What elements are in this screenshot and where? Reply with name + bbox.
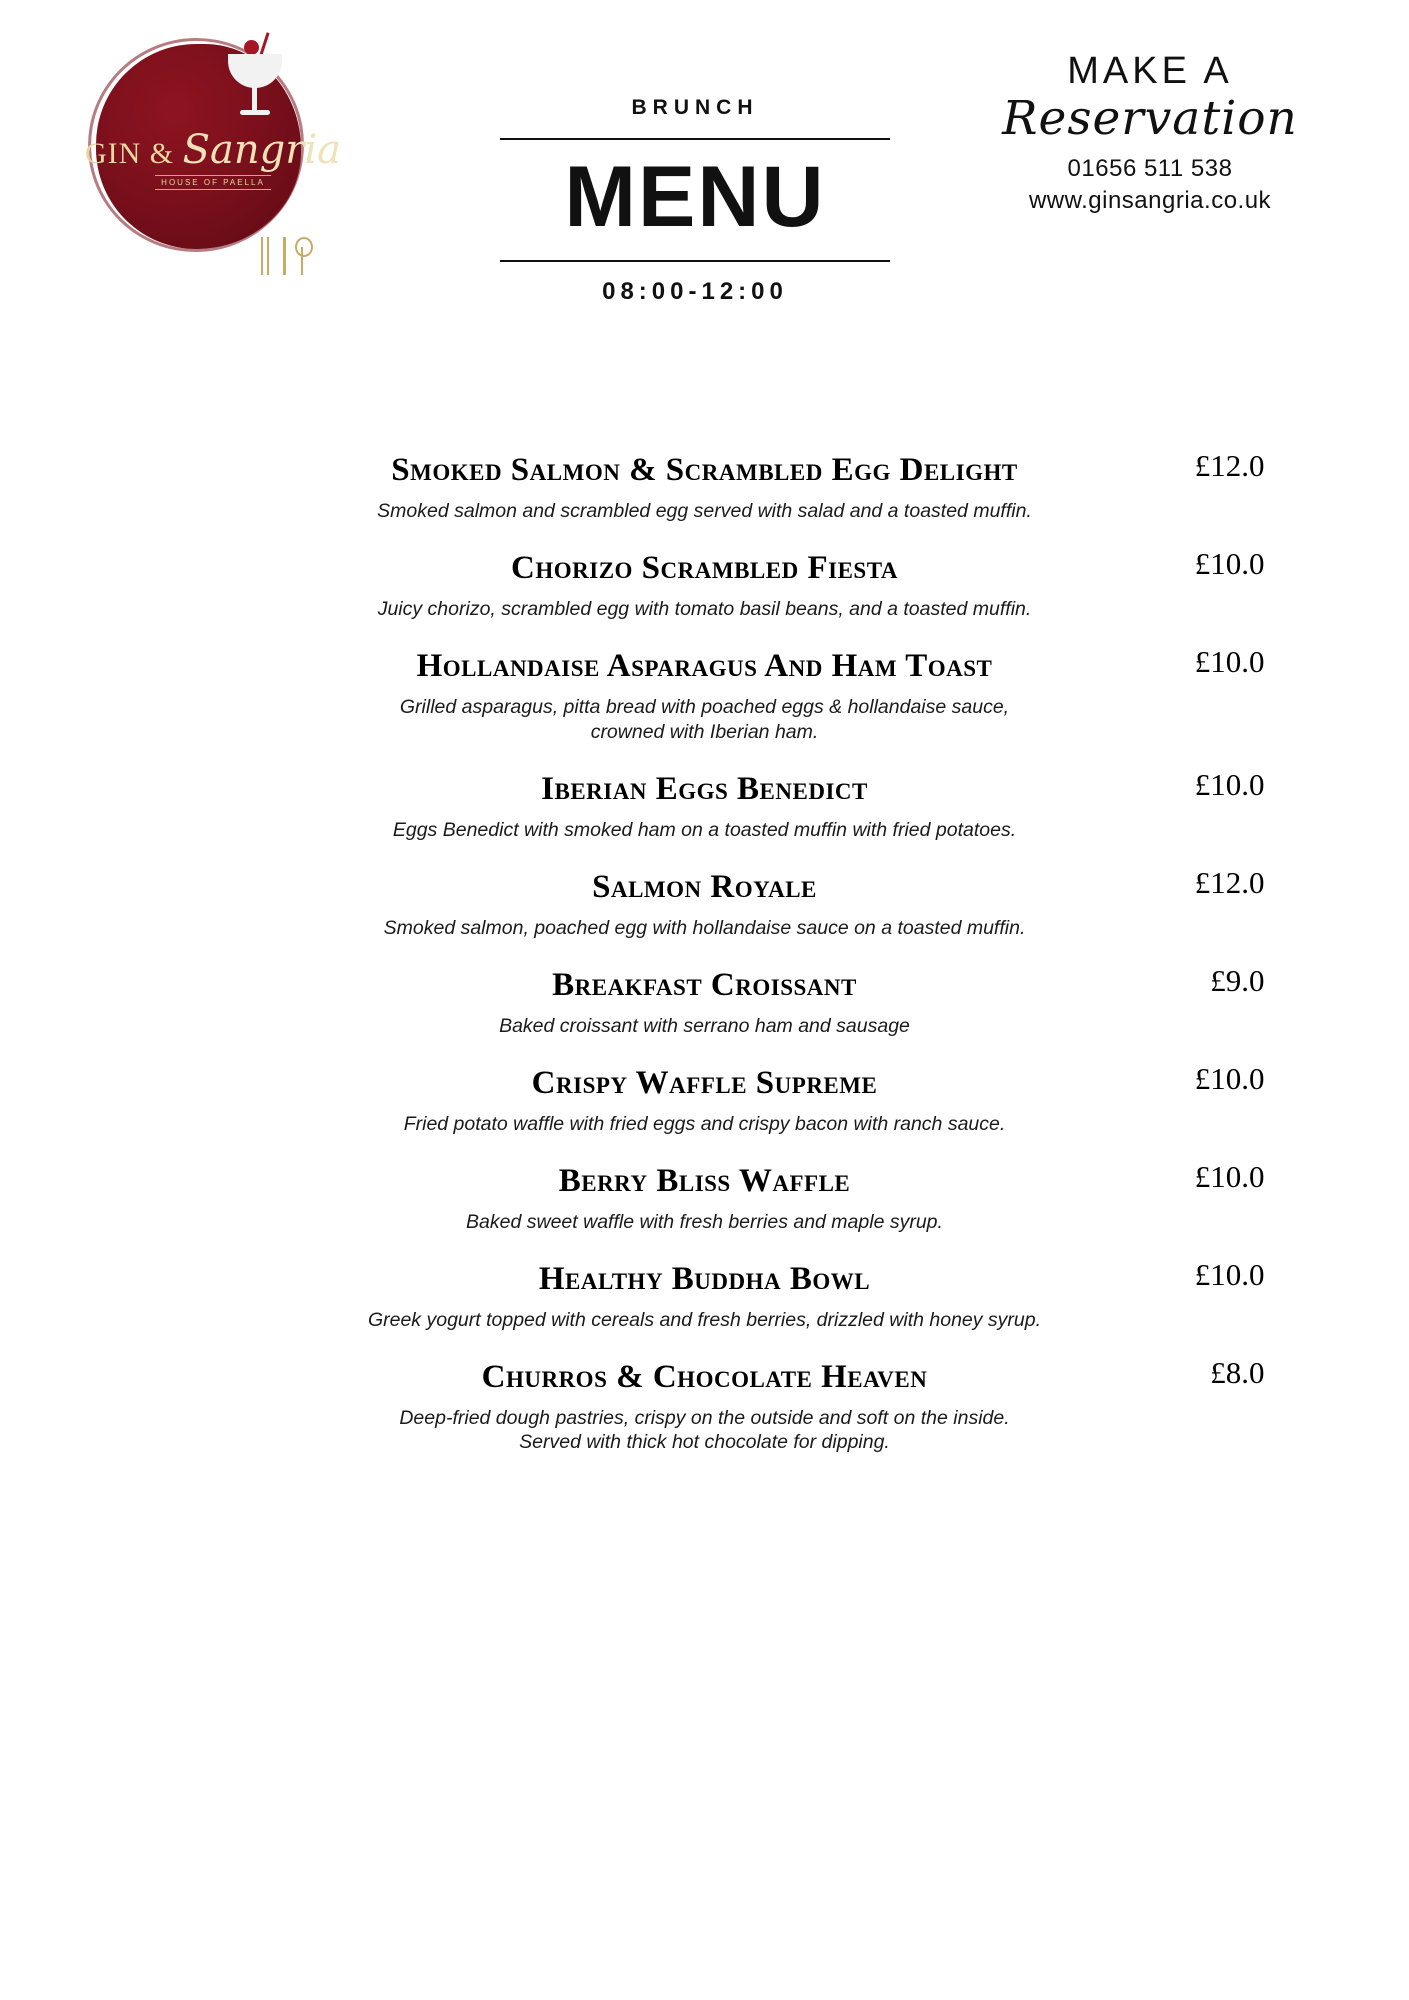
menu-item-price: £12.0 (1194, 448, 1265, 483)
menu-item (145, 1158, 1265, 1235)
menu-item-head (145, 962, 1265, 1004)
menu-item (145, 643, 1265, 745)
menu-items-list (145, 448, 1265, 1455)
menu-item (145, 545, 1265, 622)
serving-hours: 08:00-12:00 (602, 278, 788, 306)
menu-item-description: Juicy chorizo, scrambled egg with tomato basil beans, and a toasted muffin. (377, 597, 1032, 620)
menu-item-name: Berry Bliss Waffle (558, 1162, 851, 1199)
menu-item-name: Salmon Royale (592, 868, 817, 905)
menu-item-price: £10.0 (1194, 766, 1265, 802)
menu-item-description: Smoked salmon and scrambled egg served with salad and a toasted muffin. (377, 500, 1032, 522)
menu-item-description: Fried potato waffle with fried eggs and crispy bacon with ranch sauce. (403, 1112, 1006, 1135)
menu-item-name: Crispy Waffle Supreme (531, 1064, 878, 1101)
cutlery-icon (253, 237, 343, 277)
menu-item-name: Healthy Buddha Bowl (538, 1260, 871, 1297)
menu-item (145, 962, 1265, 1039)
menu-header (0, 0, 1409, 390)
logo-name-script: Sangria (182, 127, 342, 173)
menu-item-head (145, 766, 1265, 808)
menu-item-head (145, 448, 1265, 489)
reservation-line-1: MAKE A (1067, 50, 1233, 92)
menu-item (145, 448, 1265, 524)
menu-item-name: Hollandaise Asparagus And Ham Toast (416, 647, 993, 684)
website-link[interactable]: www.ginsangria.co.uk (1028, 187, 1272, 215)
title-divider-top (500, 138, 890, 140)
menu-item-name: Churros & Chocolate Heaven (481, 1358, 928, 1395)
logo-wordmark (68, 127, 358, 190)
page-title: MENU (564, 149, 826, 245)
title-divider-bottom (500, 260, 890, 262)
menu-item-description: Baked croissant with serrano ham and sausage (499, 1014, 910, 1037)
menu-item-price: £10.0 (1194, 1158, 1265, 1194)
menu-item (145, 1354, 1265, 1456)
menu-item-name: Chorizo Scrambled Fiesta (511, 549, 898, 586)
menu-item (145, 1060, 1265, 1137)
reservation-block (960, 52, 1340, 215)
menu-item-head (145, 643, 1265, 685)
menu-item-head (145, 1158, 1265, 1200)
phone-number[interactable]: 01656 511 538 (1067, 155, 1233, 183)
menu-item-head (145, 1354, 1265, 1396)
title-block (500, 96, 890, 306)
menu-item-description: Greek yogurt topped with cereals and fresh berries, drizzled with honey syrup. (367, 1308, 1042, 1331)
menu-item-name: Iberian Eggs Benedict (541, 770, 868, 807)
menu-item-price: £10.0 (1194, 1256, 1265, 1292)
menu-item-description: Deep-fried dough pastries, crispy on the outside and soft on the inside. Served with thick hot chocolate for dipping. (399, 1406, 1010, 1454)
menu-item-price: £10.0 (1194, 545, 1265, 581)
menu-item-description: Grilled asparagus, pitta bread with poached eggs & hollandaise sauce, crowned with Iberian ham. (399, 695, 1010, 743)
menu-item-price: £8.0 (1210, 1354, 1265, 1390)
menu-item-name: Smoked Salmon & Scrambled Egg Delight (391, 452, 1018, 488)
brand-logo (68, 22, 358, 272)
menu-eyebrow: BRUNCH (631, 96, 759, 119)
menu-item-name: Breakfast Croissant (552, 966, 857, 1003)
menu-item-head (145, 1060, 1265, 1102)
menu-item-head (145, 545, 1265, 587)
logo-name-main: GIN & (84, 137, 175, 170)
menu-item-head (145, 1256, 1265, 1298)
menu-item (145, 766, 1265, 843)
menu-item-head (145, 864, 1265, 906)
menu-item-price: £12.0 (1194, 864, 1265, 900)
reservation-line-2: Reservation (1002, 90, 1298, 146)
menu-item-price: £10.0 (1194, 643, 1265, 679)
logo-subtitle: HOUSE OF PAELLA (155, 175, 271, 190)
menu-item-description: Smoked salmon, poached egg with hollandaise sauce on a toasted muffin. (383, 916, 1026, 939)
menu-item-price: £10.0 (1194, 1060, 1265, 1096)
menu-item (145, 1256, 1265, 1333)
cocktail-glass-icon (218, 32, 292, 120)
menu-item-description: Eggs Benedict with smoked ham on a toasted muffin with fried potatoes. (392, 818, 1017, 841)
menu-item (145, 864, 1265, 941)
menu-item-price: £9.0 (1210, 962, 1265, 998)
menu-item-description: Baked sweet waffle with fresh berries and maple syrup. (466, 1210, 943, 1233)
